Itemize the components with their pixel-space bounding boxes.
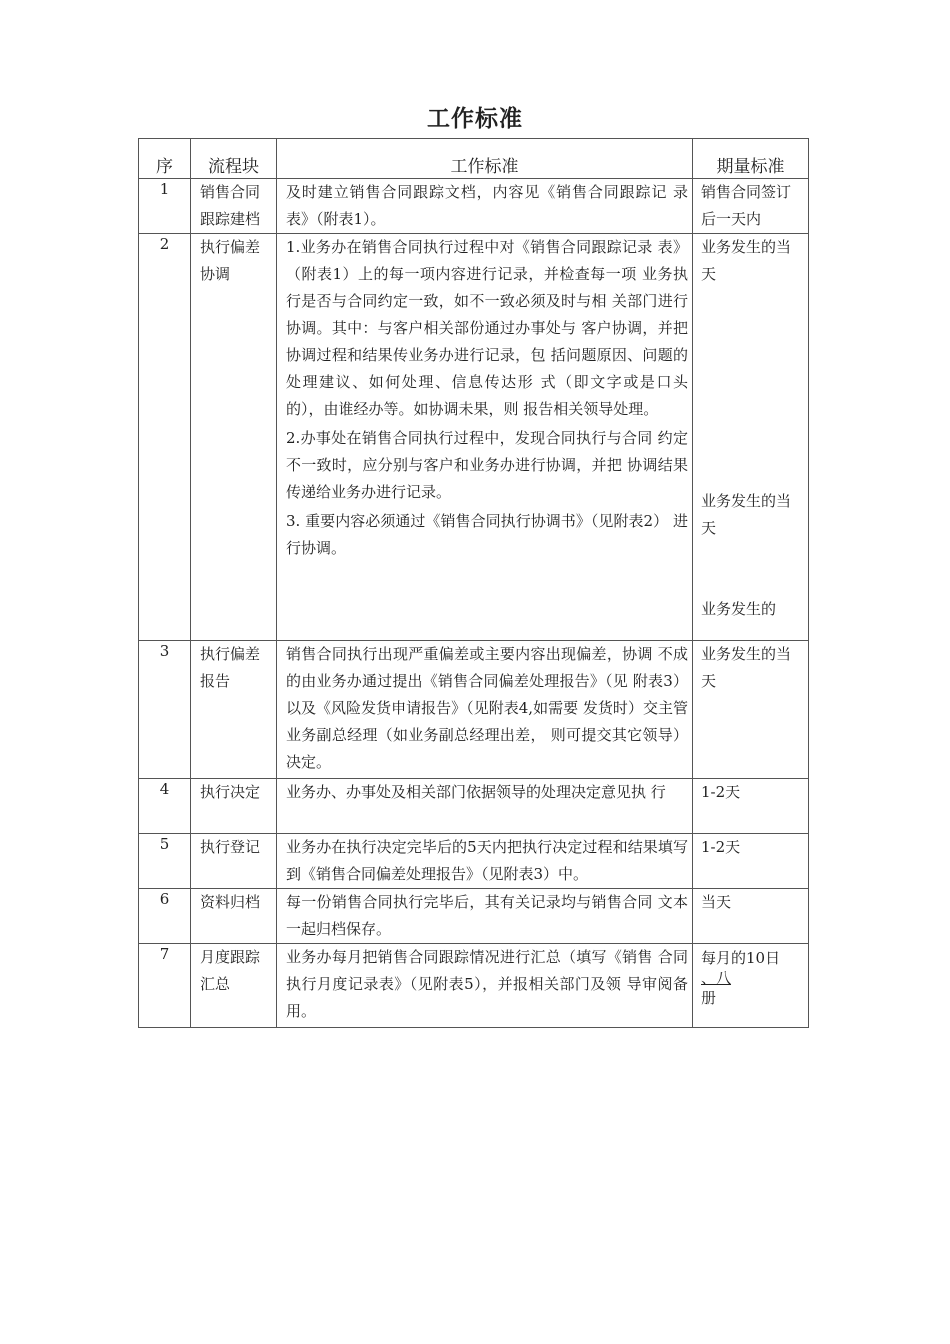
row-block: 执行偏差协调: [200, 238, 261, 283]
row-standard-text: 1.业务办在销售合同执行过程中对《销售合同跟踪记录 表》（附表1）上的每一项内容进行记录，并检查每一项 业务执行是否与合同约定一致，如不一致必须及时与相 关部门进行协调。其中：与客户相关部份通过办事处与 客户协调，并把协调过程和结果传业务办进行记录，包 括问题原因、问题的处理建议、如何处理、信息传达形 式（即文字或是口头的），由谁经办等。如协调未果，则 报告相关领导处理。: [286, 238, 688, 418]
row-period-cell: [693, 944, 809, 1028]
row-standard-cell: [277, 779, 693, 834]
row-seq: 7: [159, 945, 170, 963]
row-block-cell: [191, 234, 277, 641]
row-standard-text: 业务办在执行决定完毕后的5天内把执行决定过程和结果填写到《销售合同偏差处理报告》（见附表3）中。: [286, 838, 688, 883]
row-period: 业务发生的当天: [701, 492, 792, 537]
row-block-cell: [191, 889, 277, 944]
row-standard-text: 每一份销售合同执行完毕后，其有关记录均与销售合同 文本一起归档保存。: [286, 893, 688, 938]
header-block: 流程块: [191, 139, 277, 179]
row-seq-cell: [139, 641, 191, 779]
row-standard-cell: [277, 944, 693, 1028]
table-row: [139, 641, 809, 779]
row-block-cell: [191, 944, 277, 1028]
row-block: 资料归档: [200, 893, 261, 911]
row-period: 1-2天: [701, 783, 741, 801]
header-seq: 序: [139, 139, 191, 179]
header-period: 期量标准: [693, 139, 809, 179]
row-standard-cell: [277, 641, 693, 779]
row-seq-cell: [139, 179, 191, 234]
row-period-cell: [693, 779, 809, 834]
row-seq-cell: [139, 889, 191, 944]
table-row: [139, 179, 809, 234]
row-standard-text: 业务办每月把销售合同跟踪情况进行汇总（填写《销售 合同执行月度记录表》（见附表5），并报相关部门及领 导审阅备用。: [286, 948, 688, 1020]
row-block: 执行决定: [200, 783, 261, 801]
row-standard-cell: [277, 889, 693, 944]
row-period: 、八: [701, 969, 732, 987]
table-row: [139, 834, 809, 889]
row-period-cell: [693, 234, 809, 641]
page-title: 工作标准: [427, 106, 523, 132]
row-block: 执行登记: [200, 838, 261, 856]
row-block: 销售合同跟踪建档: [200, 183, 261, 228]
row-block-cell: [191, 834, 277, 889]
row-block-cell: [191, 779, 277, 834]
table-row: [139, 889, 809, 944]
row-standard-text: 及时建立销售合同跟踪文档，内容见《销售合同跟踪记 录表》（附表1）。: [286, 183, 688, 228]
row-period-cell: [693, 834, 809, 889]
row-period-cell: [693, 179, 809, 234]
table-row: [139, 779, 809, 834]
row-period-cell: [693, 641, 809, 779]
table-row: [139, 944, 809, 1028]
row-block: 月度跟踪汇总: [200, 948, 261, 993]
row-period: 1-2天: [701, 838, 741, 856]
row-period: 业务发生的当天: [701, 645, 792, 690]
row-block: 执行偏差报告: [200, 645, 261, 690]
row-seq: 3: [159, 642, 170, 660]
row-period: 销售合同签订后一天内: [701, 183, 792, 228]
row-period: 业务发生的: [701, 600, 777, 618]
row-seq: 4: [159, 780, 170, 798]
row-block-cell: [191, 641, 277, 779]
row-seq-cell: [139, 779, 191, 834]
row-seq-cell: [139, 234, 191, 641]
header-standard: 工作标准: [277, 139, 693, 179]
row-period: 每月的10日: [701, 949, 781, 967]
row-seq: 2: [159, 235, 170, 253]
table-row: [139, 234, 809, 641]
row-standard-text: 2.办事处在销售合同执行过程中，发现合同执行与合同 约定不一致时，应分别与客户和业务办进行协调，并把 协调结果传递给业务办进行记录。: [286, 429, 688, 501]
row-seq: 6: [159, 890, 170, 908]
row-standard-text: 业务办、办事处及相关部门依据领导的处理决定意见执 行: [286, 783, 666, 801]
row-period-cell: [693, 889, 809, 944]
row-period: 当天: [701, 893, 732, 911]
row-standard-text: 3. 重要内容必须通过《销售合同执行协调书》（见附表2） 进行协调。: [286, 512, 688, 557]
row-standard-cell: [277, 179, 693, 234]
row-block-cell: [191, 179, 277, 234]
row-period: 册: [701, 989, 717, 1007]
row-standard-cell: [277, 834, 693, 889]
table-header-row: [139, 139, 809, 179]
row-seq: 5: [159, 835, 170, 853]
row-period: 业务发生的当天: [701, 238, 792, 283]
row-seq-cell: [139, 834, 191, 889]
row-seq: 1: [159, 180, 170, 198]
work-standard-table: [138, 138, 809, 1028]
row-seq-cell: [139, 944, 191, 1028]
row-standard-text: 销售合同执行出现严重偏差或主要内容出现偏差，协调 不成的由业务办通过提出《销售合同偏差处理报告》（见 附表3）以及《风险发货申请报告》（见附表4,如需要 发货时）交主管业务副总经理（如业务副总经理出差， 则可提交其它领导）决定。: [286, 645, 688, 771]
row-standard-cell: [277, 234, 693, 641]
